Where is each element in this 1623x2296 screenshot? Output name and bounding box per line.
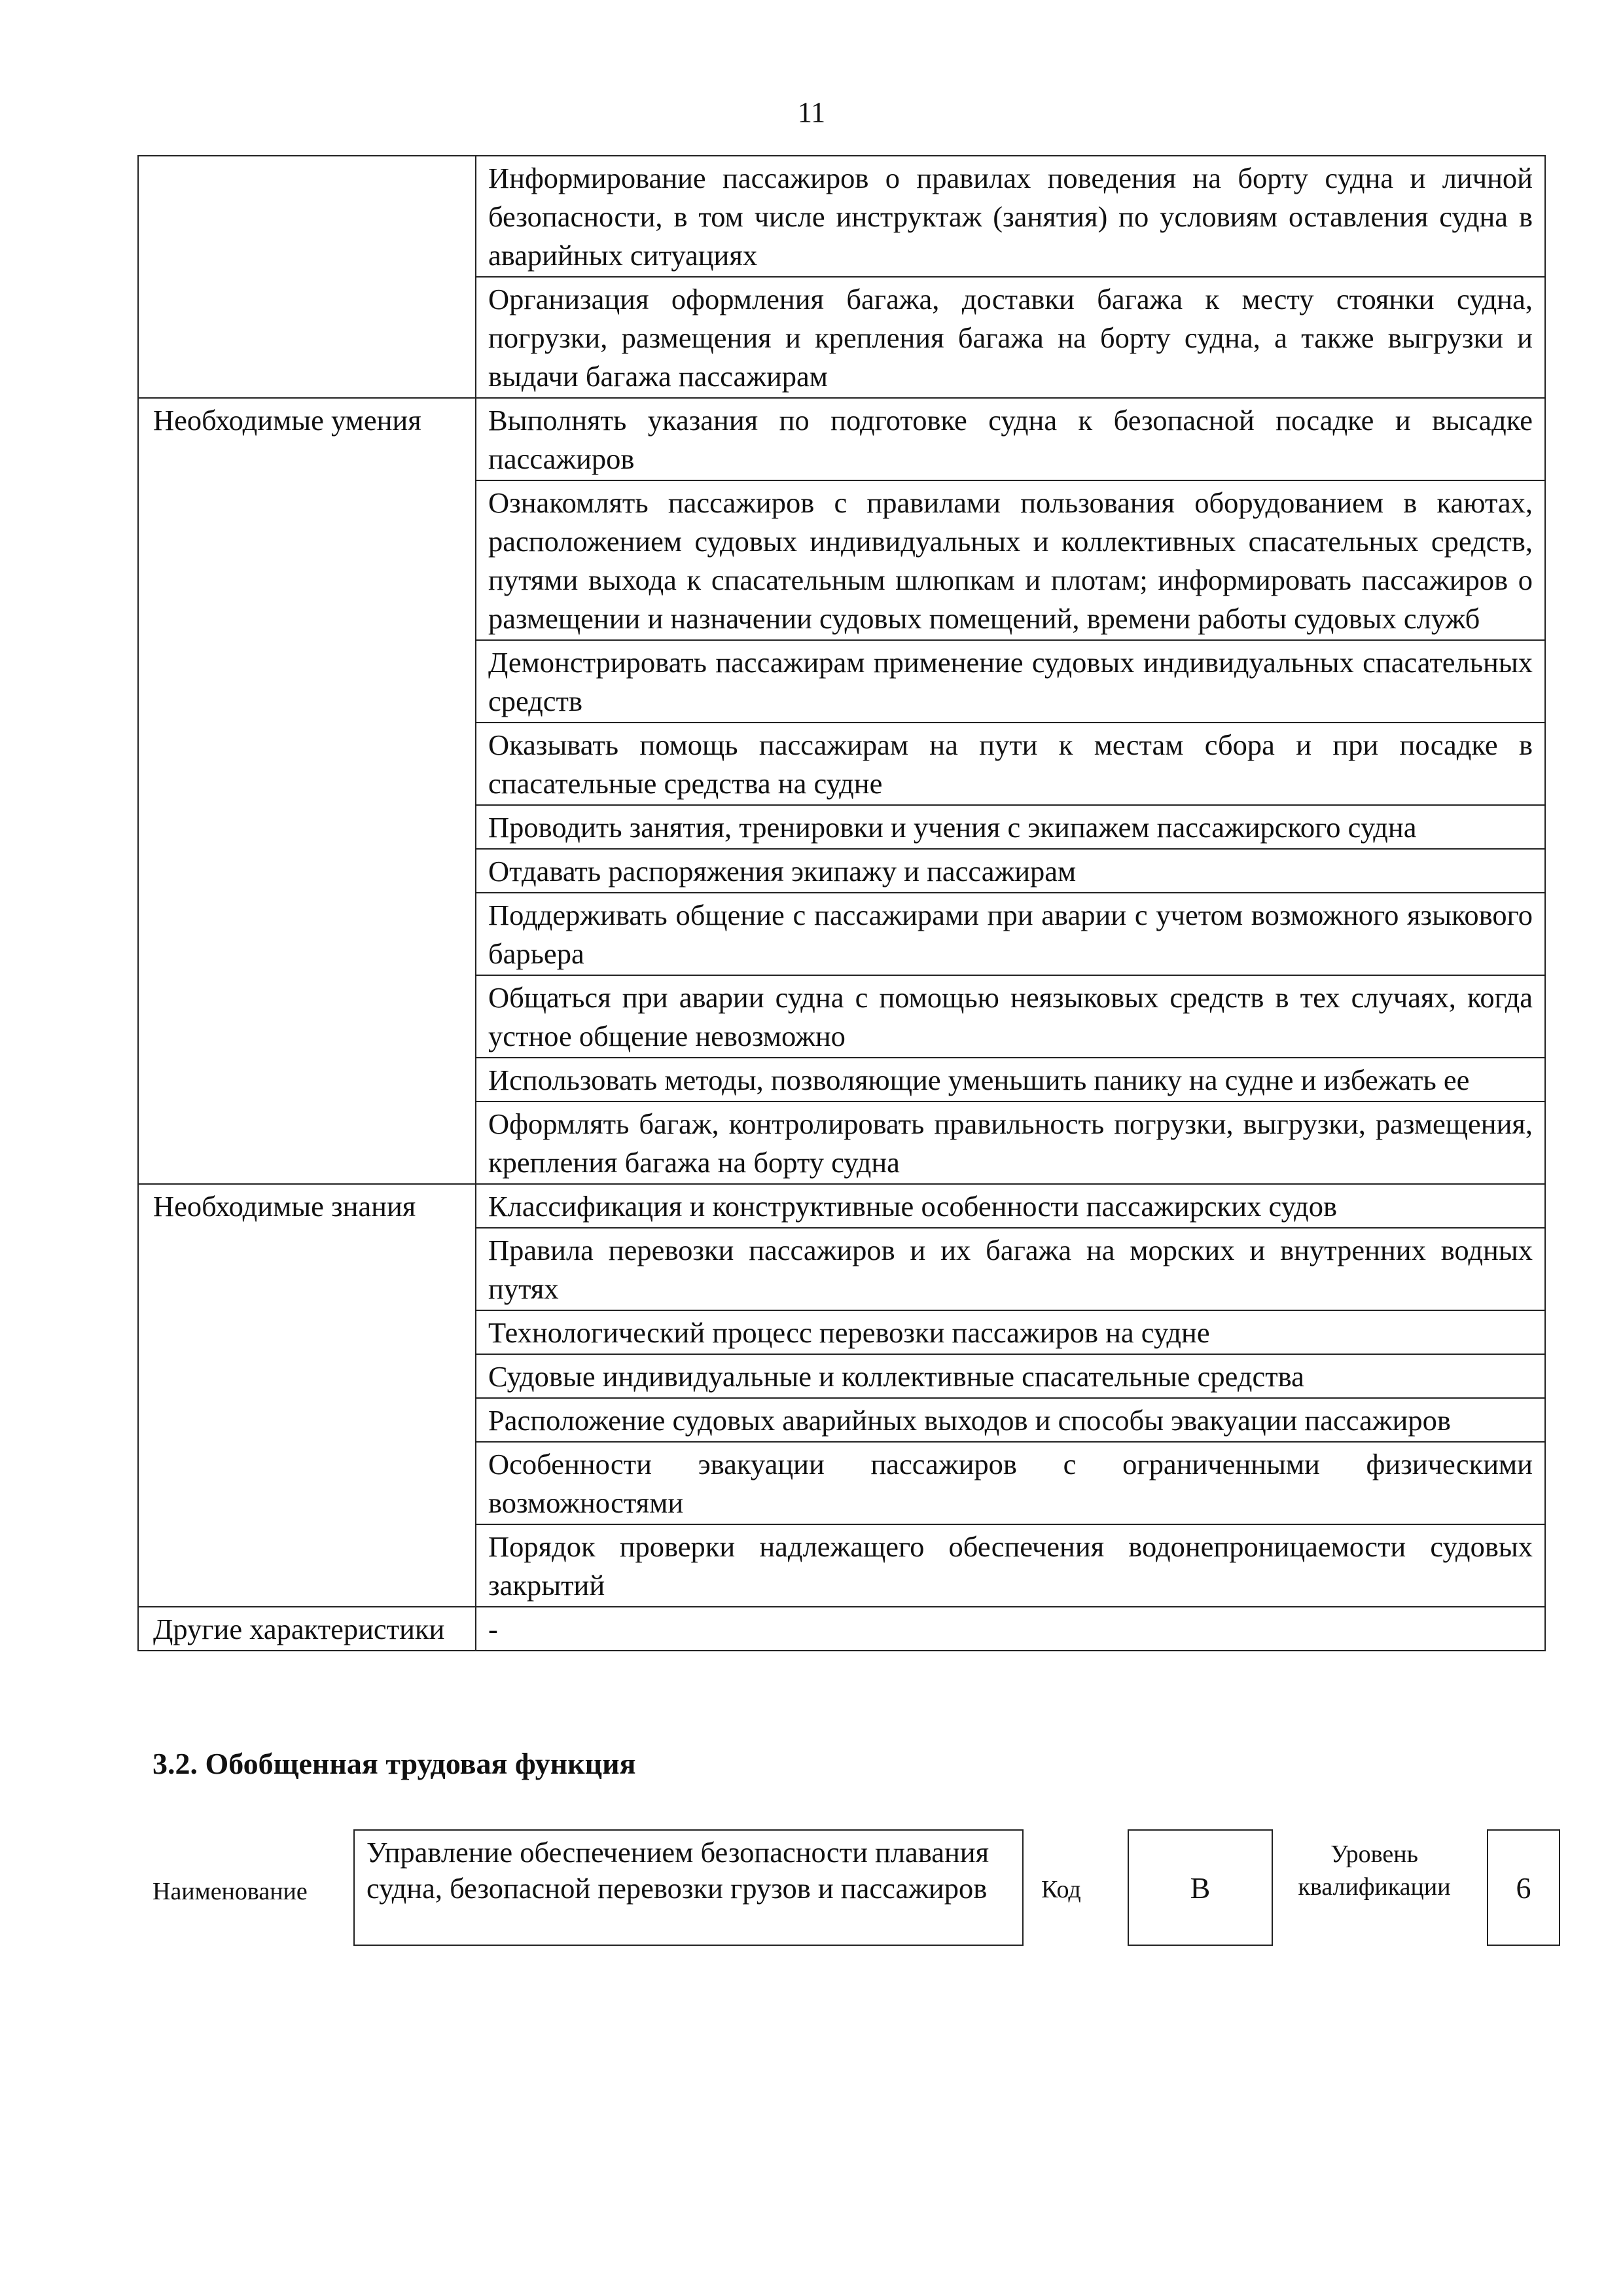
table-row (138, 1607, 1545, 1651)
row-value: Правила перевозки пассажиров и их багажа на морских и внутренних водных путях (476, 1228, 1545, 1310)
row-value: Отдавать распоряжения экипажу и пассажирам (476, 849, 1545, 893)
name-label: Наименование (152, 1878, 308, 1905)
row-value: Организация оформления багажа, доставки багажа к месту стоянки судна, погрузки, размещения и крепления багажа на борту судна, а также выгрузки и выдачи багажа пассажирам (476, 277, 1545, 398)
row-value: Использовать методы, позволяющие уменьшить панику на судне и избежать ее (476, 1058, 1545, 1102)
row-value: Классификация и конструктивные особенности пассажирских судов (476, 1184, 1545, 1228)
level-label-line-2: квалификации (1298, 1873, 1451, 1901)
table-row (138, 1184, 1545, 1228)
row-label: Необходимые умения (138, 398, 476, 1184)
table-row (138, 398, 1545, 480)
level-value: 6 (1516, 1871, 1531, 1905)
row-value: - (476, 1607, 1545, 1651)
code-label: Код (1041, 1876, 1081, 1903)
row-value: Оформлять багаж, контролировать правильность погрузки, выгрузки, размещения, крепления багажа на борту судна (476, 1102, 1545, 1184)
row-value: Оказывать помощь пассажирам на пути к местам сбора и при посадке в спасательные средства на судне (476, 723, 1545, 805)
level-value-box (1487, 1829, 1560, 1946)
section-title: 3.2. Обобщенная трудовая функция (152, 1747, 636, 1780)
row-label: Необходимые знания (138, 1184, 476, 1607)
table-row (138, 156, 1545, 277)
row-value: Поддерживать общение с пассажирами при аварии с учетом возможного языкового барьера (476, 893, 1545, 975)
row-value: Проводить занятия, тренировки и учения с экипажем пассажирского судна (476, 805, 1545, 849)
row-value: Расположение судовых аварийных выходов и способы эвакуации пассажиров (476, 1398, 1545, 1442)
row-value: Информирование пассажиров о правилах поведения на борту судна и личной безопасности, в том числе инструктаж (занятия) по условиям оставления судна в аварийных ситуациях (476, 156, 1545, 277)
table-body (138, 156, 1545, 1651)
row-value: Особенности эвакуации пассажиров с ограниченными физическими возможностями (476, 1442, 1545, 1524)
row-label: Другие характеристики (138, 1607, 476, 1651)
row-value: Общаться при аварии судна с помощью неязыковых средств в тех случаях, когда устное общение невозможно (476, 975, 1545, 1058)
code-value-box (1128, 1829, 1273, 1946)
row-value: Технологический процесс перевозки пассажиров на судне (476, 1310, 1545, 1354)
row-value: Судовые индивидуальные и коллективные спасательные средства (476, 1354, 1545, 1398)
page-number: 11 (797, 96, 826, 128)
level-label (1276, 1838, 1472, 1903)
row-value: Ознакомлять пассажиров с правилами пользования оборудованием в каютах, расположением судовых индивидуальных и коллективных спасательных средств, путями выхода к спасательным шлюпкам и плотам; информировать пассажиров о размещении и назначении судовых помещений, времени работы судовых служб (476, 480, 1545, 640)
function-name-box: Управление обеспечением безопасности плавания судна, безопасной перевозки грузов и пассажиров (353, 1829, 1024, 1946)
level-label-line-1: Уровень (1330, 1840, 1418, 1868)
row-value: Демонстрировать пассажирам применение судовых индивидуальных спасательных средств (476, 640, 1545, 723)
row-value: Порядок проверки надлежащего обеспечения водонепроницаемости судовых закрытий (476, 1524, 1545, 1607)
row-label (138, 156, 476, 398)
row-value: Выполнять указания по подготовке судна к безопасной посадке и высадке пассажиров (476, 398, 1545, 480)
skills-knowledge-table (137, 155, 1546, 1651)
code-value: В (1190, 1871, 1211, 1905)
